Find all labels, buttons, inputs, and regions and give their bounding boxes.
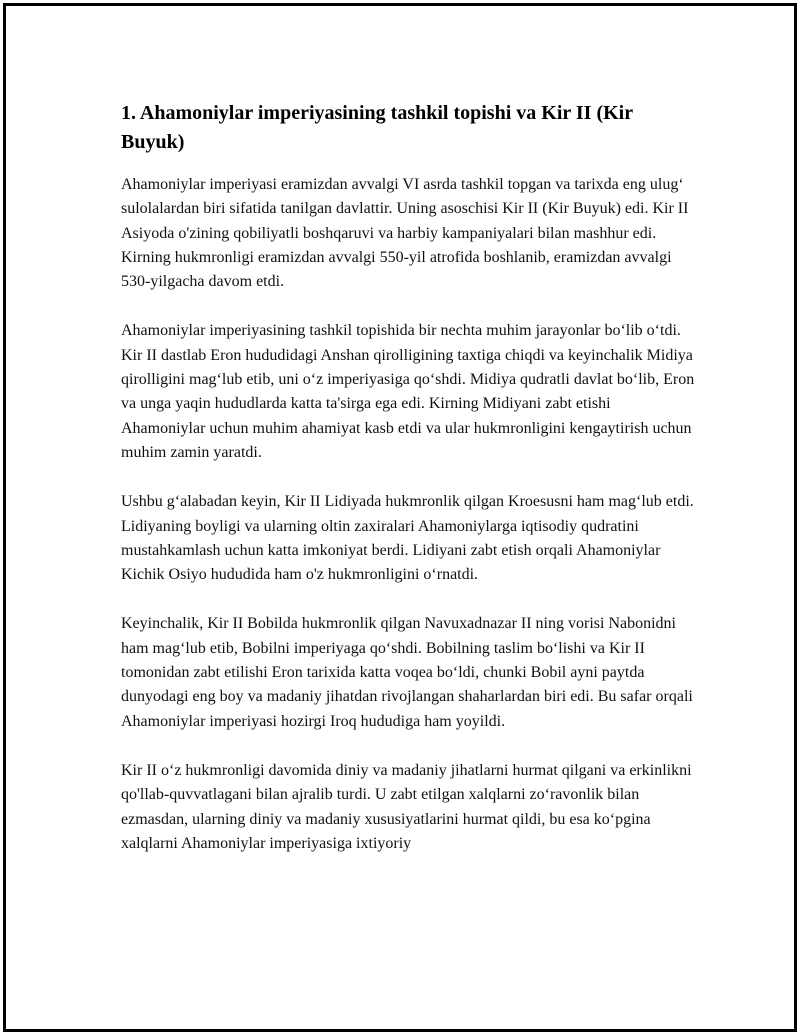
document-body (121, 99, 696, 881)
paragraph-1: Ahamoniylar imperiyasi eramizdan avvalgi VI asrda tashkil topgan va tarixda eng ulug‘ sulolalardan biri sifatida tanilgan davlattir. Uning asoschisi Kir II (Kir Buyuk) edi. Kir II Asiyoda o'zining qobiliyatli boshqaruvi va harbiy kampaniyalari bilan mashhur edi. Kirning hukmronligi eramizdan avvalgi 550-yil atrofida boshlanib, eramizdan avvalgi 530-yilgacha davom etdi. (121, 176, 689, 291)
paragraph-5: Kir II o‘z hukmronligi davomida diniy va madaniy jihatlarni hurmat qilgani va erkinlikni qo'llab-quvvatlagani bilan ajralib turdi. U zabt etilgan xalqlarni zo‘ravonlik bilan ezmasdan, ularning diniy va madaniy xususiyatlarini hurmat qildi, bu esa ko‘pgina xalqlarni Ahamoniylar imperiyasiga ixtiyoriy (121, 761, 692, 852)
document-page (3, 3, 797, 1032)
paragraph-2: Ahamoniylar imperiyasining tashkil topishida bir nechta muhim jarayonlar bo‘lib o‘tdi. Kir II dastlab Eron hududidagi Anshan qirolligining taxtiga chiqdi va keyinchalik Midiya qirolligini mag‘lub etib, uni o‘z imperiyasiga qo‘shdi. Midiya qudratli davlat bo‘lib, Eron va unga yaqin hududlarda katta ta'sirga ega edi. Kirning Midiyani zabt etishi Ahamoniylar uchun muhim ahamiyat kasb etdi va ular hukmronligini kengaytirish uchun muhim zamin yaratdi. (121, 322, 695, 461)
section-heading: 1. Ahamoniylar imperiyasining tashkil topishi va Kir II (Kir Buyuk) (121, 102, 633, 153)
paragraph-4: Keyinchalik, Kir II Bobilda hukmronlik qilgan Navuxadnazar II ning vorisi Nabonidni ham mag‘lub etib, Bobilni imperiyaga qo‘shdi. Bobilning taslim bo‘lishi va Kir II tomonidan zabt etilishi Eron tarixida katta voqea bo‘ldi, chunki Bobil ayni paytda dunyodagi eng boy va madaniy jihatdan rivojlangan shaharlardan biri edi. Bu safar orqali Ahamoniylar imperiyasi hozirgi Iroq hududiga ham yoyildi. (121, 615, 693, 730)
paragraph-3: Ushbu g‘alabadan keyin, Kir II Lidiyada hukmronlik qilgan Kroesusni ham mag‘lub etdi. Lidiyaning boyligi va ularning oltin zaxiralari Ahamoniylarga iqtisodiy qudratini mustahkamlash uchun katta imkoniyat berdi. Lidiyani zabt etish orqali Ahamoniylar Kichik Osiyo hududida ham o'z hukmronligini o‘rnatdi. (121, 493, 694, 584)
